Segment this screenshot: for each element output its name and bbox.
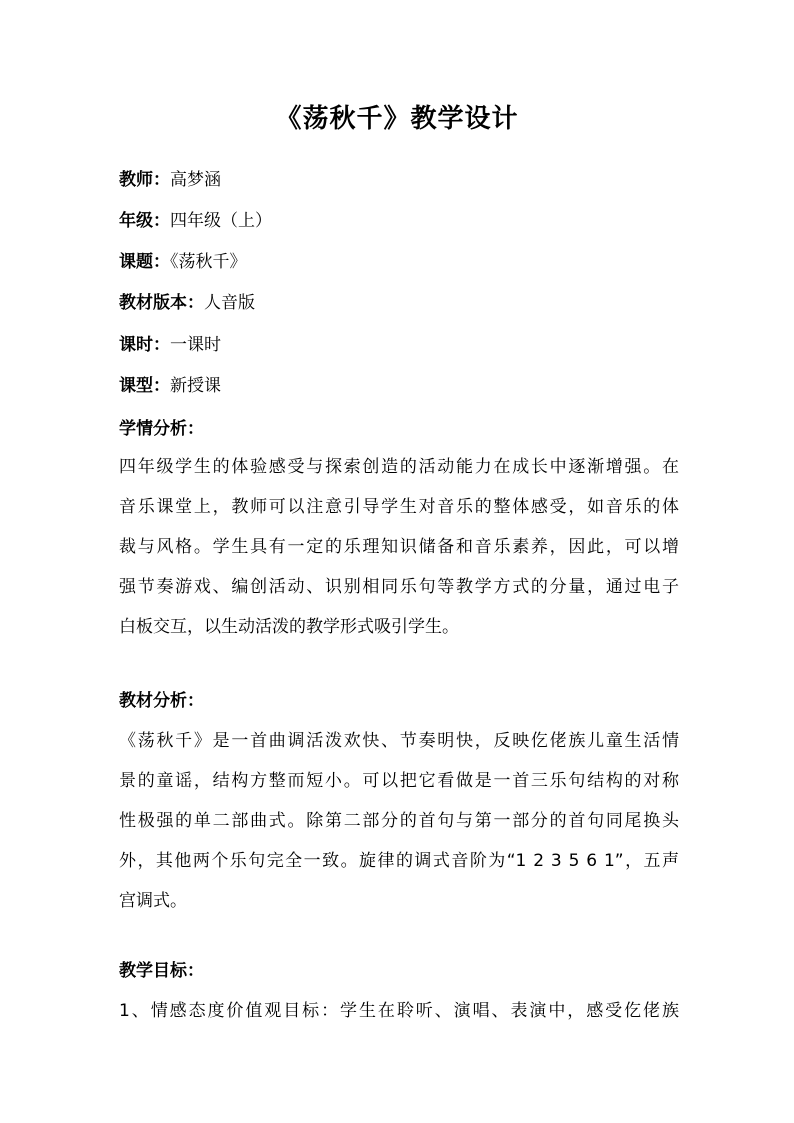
edition-label: 教材版本： bbox=[119, 293, 204, 313]
document-title: 《荡秋千》教学设计 bbox=[275, 104, 519, 134]
paragraph-line: 裁与风格。学生具有一定的乐理知识储备和音乐素养，因此，可以增 bbox=[119, 537, 679, 557]
material-analysis-heading: 教材分析： bbox=[119, 691, 204, 711]
type-field bbox=[119, 374, 221, 398]
grade-label: 年级： bbox=[119, 211, 170, 231]
hours-field bbox=[119, 333, 221, 357]
topic-label: 课题： bbox=[119, 252, 170, 272]
paragraph-line: 外，其他两个乐句完全一致。旋律的调式音阶为“1 2 3 5 6 1”，五声 bbox=[119, 851, 679, 871]
material-analysis-paragraph bbox=[119, 721, 679, 921]
paragraph-line: 音乐课堂上，教师可以注意引导学生对音乐的整体感受，如音乐的体 bbox=[119, 497, 679, 517]
edition-field bbox=[119, 291, 255, 315]
hours-label: 课时： bbox=[119, 335, 170, 355]
paragraph-line: 景的童谣，结构方整而短小。可以把它看做是一首三乐句结构的对称 bbox=[119, 771, 679, 791]
topic-field bbox=[119, 250, 247, 274]
grade-value: 四年级（上） bbox=[170, 211, 272, 231]
grade-field bbox=[119, 209, 272, 233]
type-value: 新授课 bbox=[170, 376, 221, 396]
objectives-heading: 教学目标： bbox=[119, 961, 204, 981]
edition-value: 人音版 bbox=[204, 293, 255, 313]
paragraph-line: 宫调式。 bbox=[119, 891, 187, 911]
topic-value: 《荡秋千》 bbox=[170, 252, 247, 272]
paragraph-line: 强节奏游戏、编创活动、识别相同乐句等教学方式的分量，通过电子 bbox=[119, 577, 679, 597]
type-label: 课型： bbox=[119, 376, 170, 396]
hours-value: 一课时 bbox=[170, 335, 221, 355]
paragraph-line: 1、情感态度价值观目标：学生在聆听、演唱、表演中，感受仡佬族 bbox=[119, 1001, 679, 1021]
paragraph-line: 白板交互，以生动活泼的教学形式吸引学生。 bbox=[119, 617, 459, 637]
teacher-value: 高梦涵 bbox=[170, 170, 221, 190]
student-analysis-heading: 学情分析： bbox=[119, 419, 204, 439]
teacher-label: 教师： bbox=[119, 170, 170, 190]
objectives-paragraph bbox=[119, 991, 679, 1031]
student-analysis-paragraph bbox=[119, 447, 679, 647]
paragraph-line: 四年级学生的体验感受与探索创造的活动能力在成长中逐渐增强。在 bbox=[119, 457, 679, 477]
teacher-field bbox=[119, 168, 221, 192]
paragraph-line: 《荡秋千》是一首曲调活泼欢快、节奏明快，反映仡佬族儿童生活情 bbox=[119, 731, 679, 751]
paragraph-line: 性极强的单二部曲式。除第二部分的首句与第一部分的首句同尾换头 bbox=[119, 811, 679, 831]
